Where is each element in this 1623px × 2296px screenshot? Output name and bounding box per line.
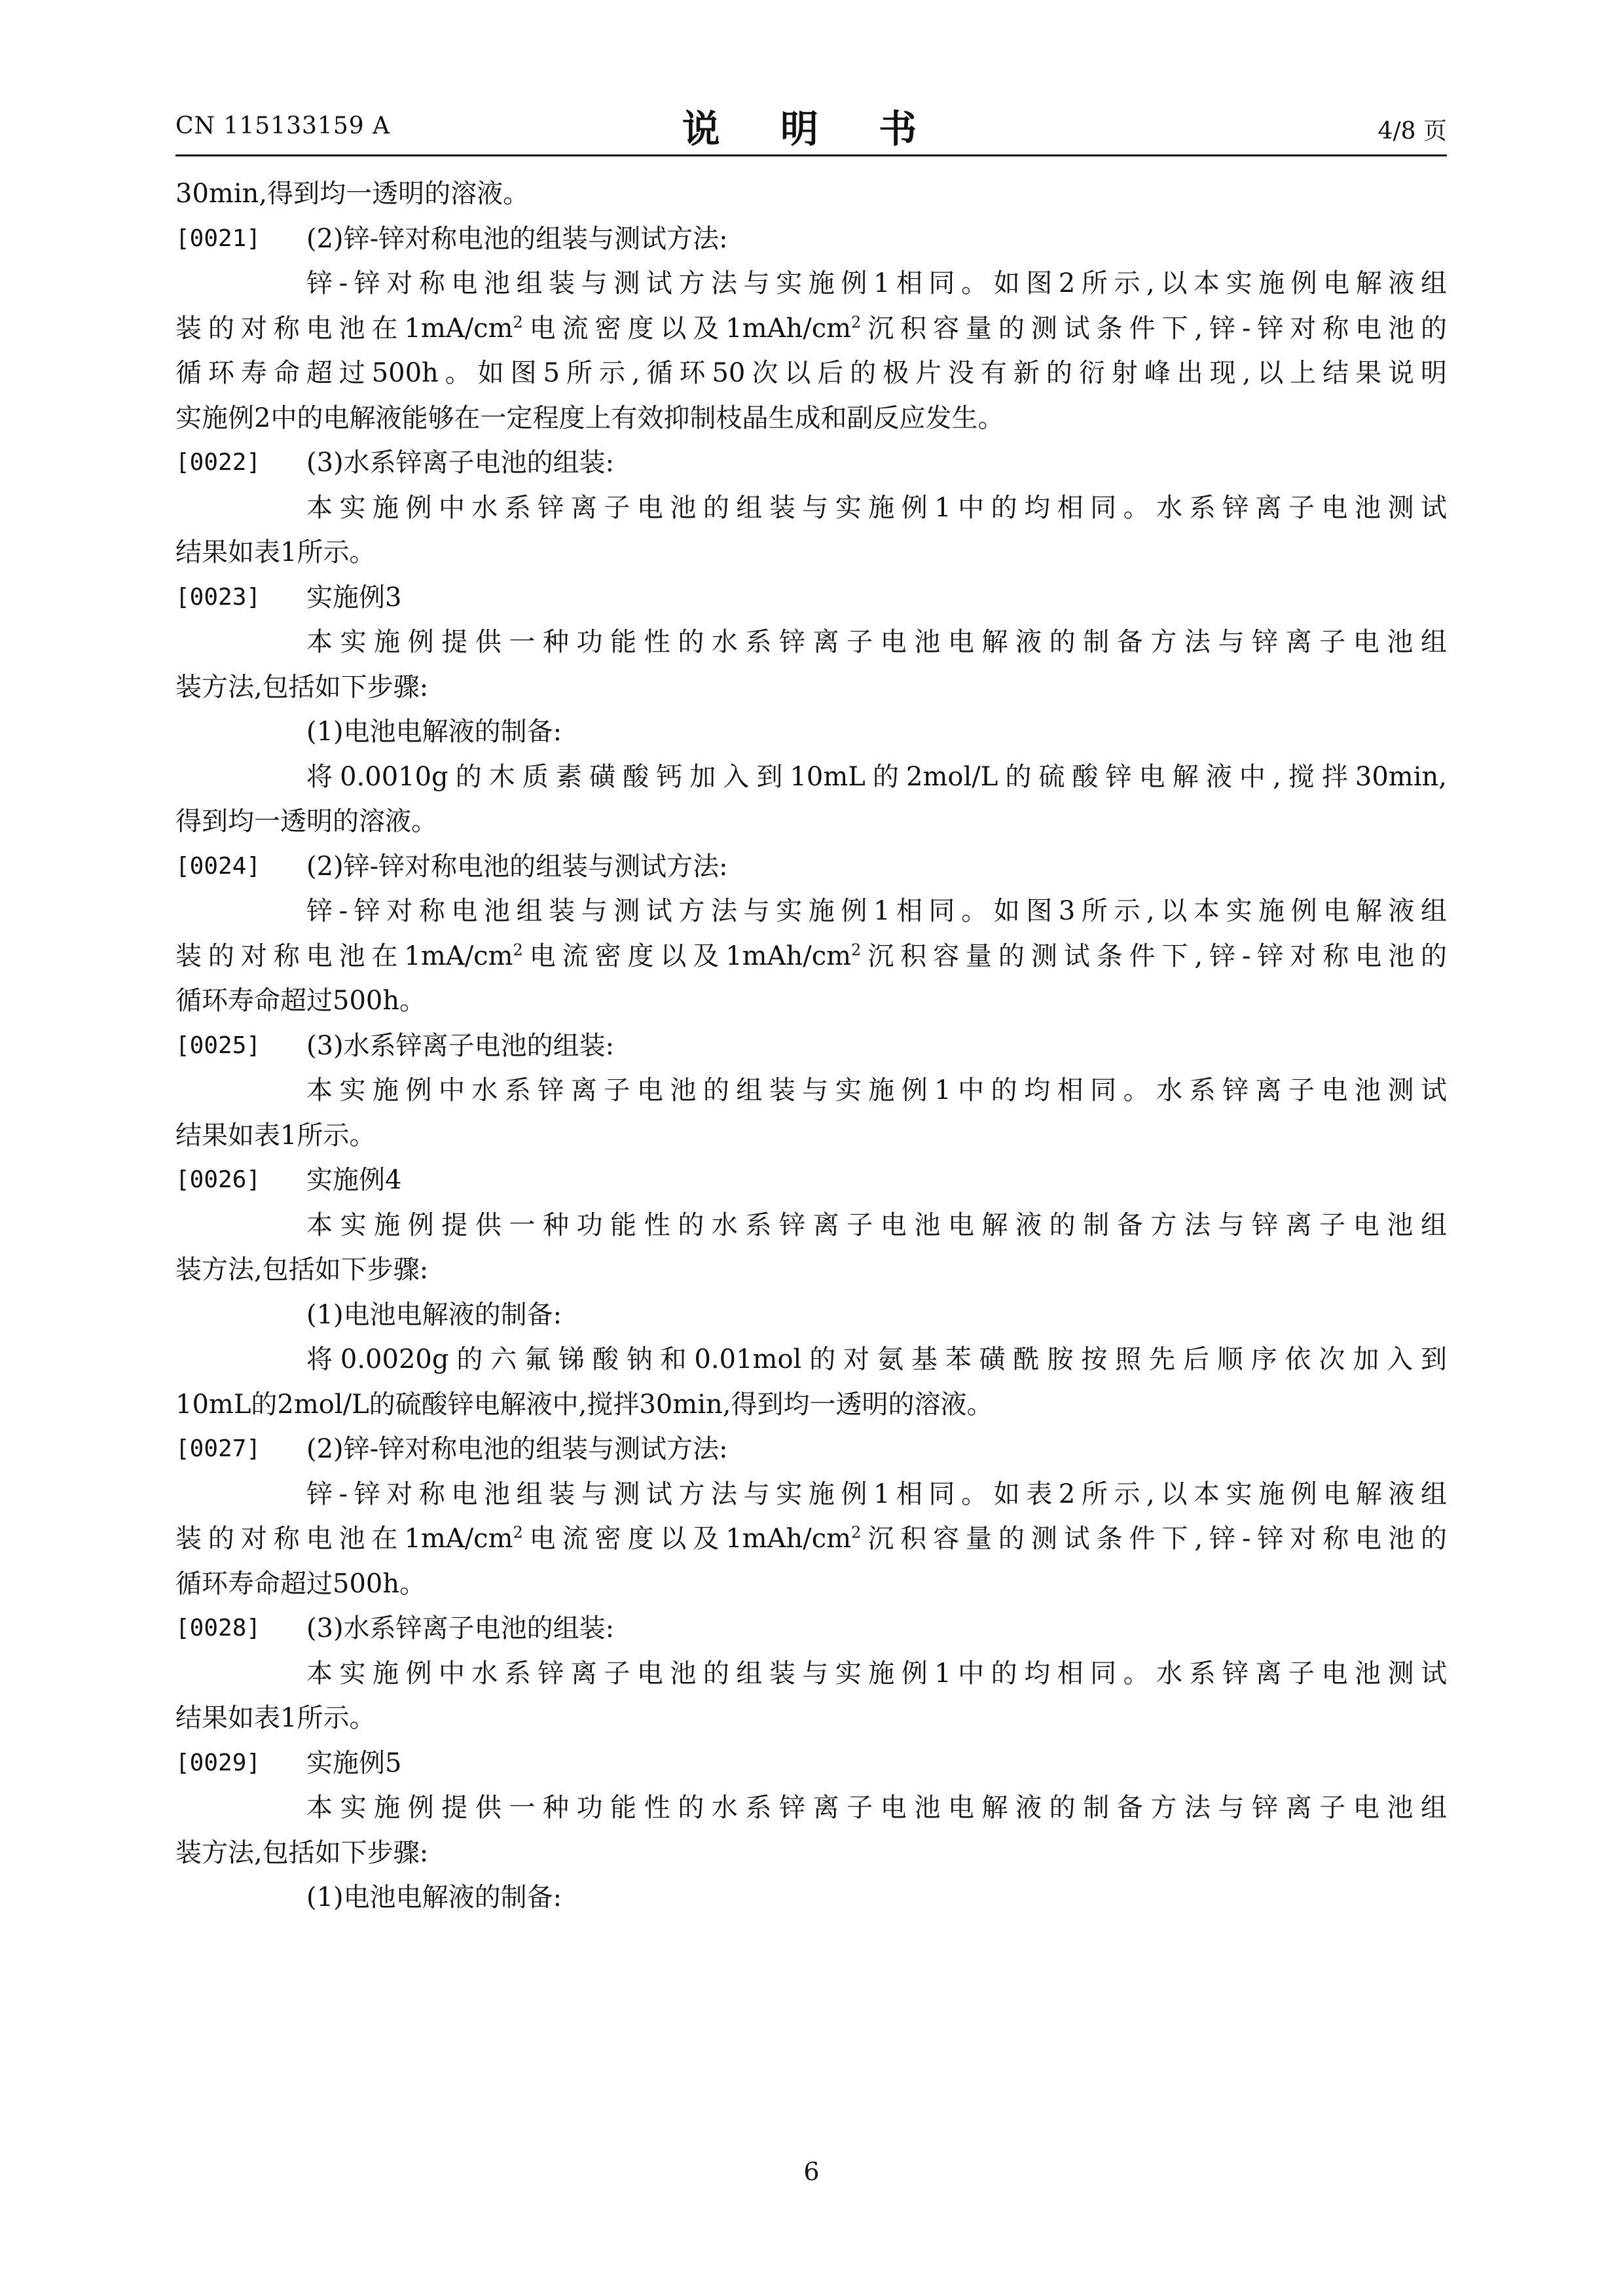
paragraph-text: 装方法,包括如下步骤: <box>175 1255 429 1285</box>
paragraph-text: 实施例4 <box>306 1165 402 1195</box>
paragraph-text: 结果如表1所示。 <box>175 1703 376 1733</box>
paragraph-text: 结果如表1所示。 <box>175 537 376 567</box>
superscript: 2 <box>851 1523 862 1542</box>
paragraph-text: 锌-锌对称电池组装与测试方法与实施例1相同。如图2所示,以本实施例电解液组 <box>306 268 1447 298</box>
paragraph-text: 得到均一透明的溶液。 <box>175 806 437 836</box>
paragraph-text <box>175 934 1447 979</box>
paragraph-number: [0029] <box>175 1749 261 1776</box>
text-line <box>175 1516 1447 1562</box>
numbered-paragraph-line <box>175 1158 1447 1203</box>
text-line <box>175 1337 1447 1382</box>
paragraph-text: 将0.0020g的六氟锑酸钠和0.01mol的对氨基苯磺酰胺按照先后顺序依次加入到 <box>306 1344 1447 1374</box>
text-segment: 电流密度以及1mAh/cm <box>522 1524 852 1554</box>
text-segment: 装的对称电池在1mA/cm <box>175 1524 513 1554</box>
numbered-paragraph-line <box>175 1606 1447 1651</box>
superscript: 2 <box>851 313 862 332</box>
paragraph-text: (1)电池电解液的制备: <box>306 1882 562 1912</box>
page-of-count: 4/8 页 <box>1377 118 1447 145</box>
text-segment: 沉积容量的测试条件下,锌-锌对称电池的 <box>861 941 1447 971</box>
paragraph-text: 实施例3 <box>306 582 402 613</box>
paragraph-number: [0027] <box>175 1435 261 1462</box>
text-line <box>175 486 1447 531</box>
text-line <box>175 1293 1447 1338</box>
text-line <box>175 889 1447 934</box>
text-line <box>175 709 1447 755</box>
page-header <box>175 98 1447 151</box>
text-line <box>175 530 1447 575</box>
text-line <box>175 1831 1447 1876</box>
text-line <box>175 1875 1447 1920</box>
paragraph-text: (3)水系锌离子电池的组装: <box>306 1030 615 1061</box>
text-line <box>175 1785 1447 1831</box>
text-line <box>175 306 1447 351</box>
paragraph-text: (1)电池电解液的制备: <box>306 717 562 747</box>
paragraph-text: 将0.0010g的木质素磺酸钙加入到10mL的2mol/L的硫酸锌电解液中,搅拌30min, <box>306 761 1447 792</box>
text-line <box>175 1382 1447 1427</box>
superscript: 2 <box>513 941 523 960</box>
superscript: 2 <box>513 313 523 332</box>
text-segment: 电流密度以及1mAh/cm <box>522 313 852 344</box>
paragraph-text <box>175 306 1447 351</box>
paragraph-text: 循环寿命超过500h。如图5所示,循环50次以后的极片没有新的衍射峰出现,以上结果说明 <box>175 358 1447 388</box>
paragraph-number: [0022] <box>175 449 261 476</box>
paragraph-number: [0028] <box>175 1615 261 1641</box>
text-segment: 沉积容量的测试条件下,锌-锌对称电池的 <box>861 1524 1447 1554</box>
paragraph-text: (2)锌-锌对称电池的组装与测试方法: <box>306 851 728 882</box>
text-line <box>175 978 1447 1024</box>
doc-number: CN 115133159 A <box>175 113 391 139</box>
paragraph-number: [0026] <box>175 1166 261 1193</box>
paragraph-text: 实施例5 <box>306 1748 402 1778</box>
text-line <box>175 1562 1447 1607</box>
numbered-paragraph-line <box>175 1741 1447 1786</box>
paragraph-text: 本实施例提供一种功能性的水系锌离子电池电解液的制备方法与锌离子电池组 <box>306 627 1447 657</box>
text-segment: 装的对称电池在1mA/cm <box>175 941 513 971</box>
text-line <box>175 396 1447 441</box>
paragraph-text: (2)锌-锌对称电池的组装与测试方法: <box>306 1434 728 1464</box>
numbered-paragraph-line <box>175 1024 1447 1069</box>
page-title: 说 明 书 <box>682 107 941 151</box>
text-line <box>175 1203 1447 1248</box>
paragraph-text: 本实施例提供一种功能性的水系锌离子电池电解液的制备方法与锌离子电池组 <box>306 1210 1447 1240</box>
numbered-paragraph-line <box>175 1427 1447 1472</box>
numbered-paragraph-line <box>175 844 1447 889</box>
paragraph-text: 循环寿命超过500h。 <box>175 1568 426 1599</box>
text-line <box>175 1651 1447 1696</box>
text-line <box>175 755 1447 800</box>
paragraph-number: [0023] <box>175 583 261 611</box>
text-line <box>175 620 1447 665</box>
text-line <box>175 1113 1447 1158</box>
paragraph-number: [0025] <box>175 1031 261 1059</box>
text-line <box>175 934 1447 979</box>
paragraph-text: 实施例2中的电解液能够在一定程度上有效抑制枝晶生成和副反应发生。 <box>175 403 1004 433</box>
text-line <box>175 351 1447 396</box>
paragraph-text: (2)锌-锌对称电池的组装与测试方法: <box>306 223 728 254</box>
paragraph-text: 本实施例中水系锌离子电池的组装与实施例1中的均相同。水系锌离子电池测试 <box>306 1658 1447 1689</box>
text-line <box>175 799 1447 844</box>
text-segment: 电流密度以及1mAh/cm <box>522 941 852 971</box>
superscript: 2 <box>851 941 862 960</box>
paragraph-text: 本实施例中水系锌离子电池的组装与实施例1中的均相同。水系锌离子电池测试 <box>306 1075 1447 1105</box>
paragraph-text: 锌-锌对称电池组装与测试方法与实施例1相同。如表2所示,以本实施例电解液组 <box>306 1479 1447 1509</box>
text-line <box>175 261 1447 306</box>
text-line <box>175 665 1447 710</box>
paragraph-text: 装方法,包括如下步骤: <box>175 672 429 702</box>
paragraph-text: 装方法,包括如下步骤: <box>175 1837 429 1868</box>
paragraph-text: 本实施例提供一种功能性的水系锌离子电池电解液的制备方法与锌离子电池组 <box>306 1793 1447 1823</box>
superscript: 2 <box>513 1523 523 1542</box>
paragraph-text: 30min,得到均一透明的溶液。 <box>175 179 530 209</box>
text-line <box>175 1472 1447 1517</box>
paragraph-text: (3)水系锌离子电池的组装: <box>306 1613 615 1643</box>
text-line <box>175 171 1447 217</box>
paragraph-text <box>175 1516 1447 1562</box>
paragraph-text: 本实施例中水系锌离子电池的组装与实施例1中的均相同。水系锌离子电池测试 <box>306 492 1447 523</box>
text-segment: 装的对称电池在1mA/cm <box>175 313 513 344</box>
numbered-paragraph-line <box>175 217 1447 262</box>
page-number: 6 <box>803 2157 820 2186</box>
paragraph-number: [0021] <box>175 224 261 252</box>
numbered-paragraph-line <box>175 440 1447 486</box>
paragraph-text: (1)电池电解液的制备: <box>306 1299 562 1330</box>
numbered-paragraph-line <box>175 575 1447 620</box>
paragraph-text: 循环寿命超过500h。 <box>175 986 426 1016</box>
paragraph-text: 结果如表1所示。 <box>175 1120 376 1151</box>
paragraph-text: 10mL的2mol/L的硫酸锌电解液中,搅拌30min,得到均一透明的溶液。 <box>175 1389 993 1420</box>
paragraph-text: (3)水系锌离子电池的组装: <box>306 448 615 478</box>
document-body <box>175 171 1447 1920</box>
text-line <box>175 1068 1447 1113</box>
text-segment: 沉积容量的测试条件下,锌-锌对称电池的 <box>861 313 1447 344</box>
header-rule <box>175 154 1447 156</box>
text-line <box>175 1696 1447 1741</box>
paragraph-number: [0024] <box>175 852 261 880</box>
text-line <box>175 1247 1447 1293</box>
paragraph-text: 锌-锌对称电池组装与测试方法与实施例1相同。如图3所示,以本实施例电解液组 <box>306 896 1447 926</box>
